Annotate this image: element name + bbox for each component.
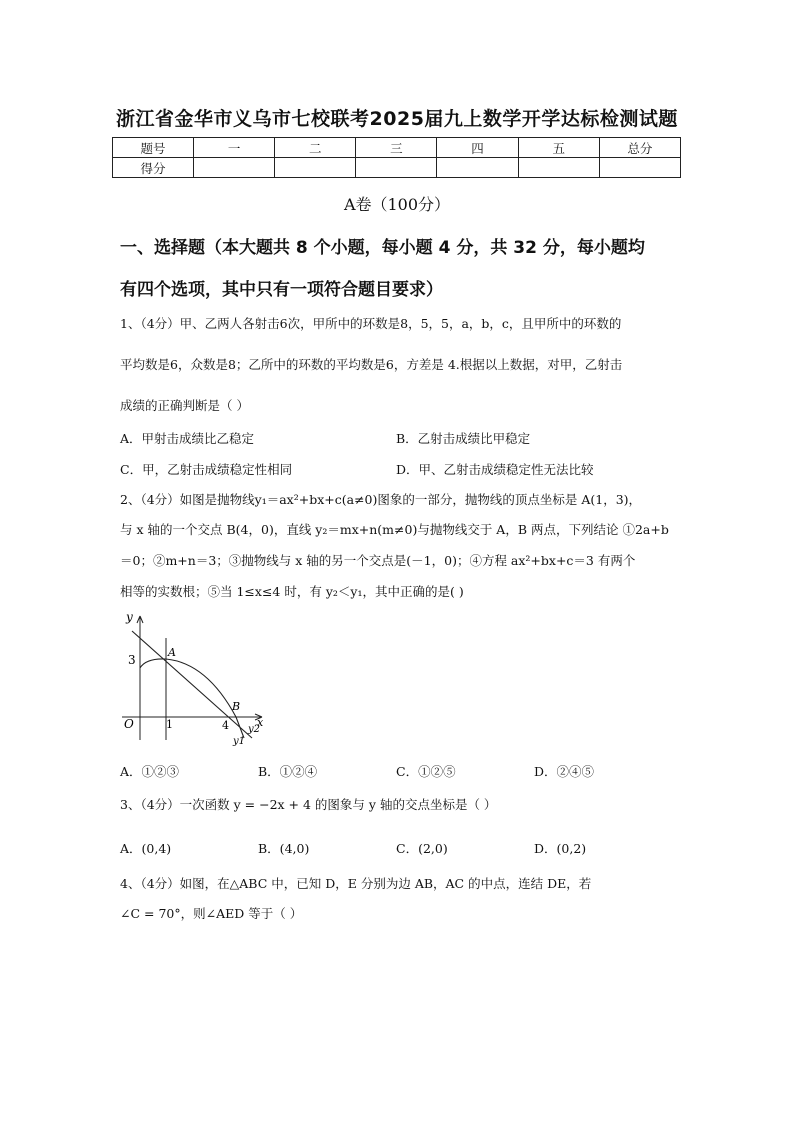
table-cell[interactable]	[437, 158, 518, 178]
question-2-option-a[interactable]: A．①②③	[120, 764, 180, 779]
question-2-line1: 2、（4分）如图是抛物线y₁＝ax²+bx+c(a≠0)图象的一部分，抛物线的顶点坐标是 A(1，3)，	[120, 492, 642, 507]
line-y2-label: y2	[248, 724, 261, 735]
table-row	[113, 158, 681, 178]
point-a-label: A	[168, 646, 176, 659]
question-1-line1: 1、（4分）甲、乙两人各射击6次，甲所中的环数是8，5，5，a，b，c，且甲所中的环数的	[120, 316, 622, 331]
question-3-option-a[interactable]: A．(0,4)	[120, 841, 172, 856]
point-b-label: B	[232, 700, 241, 713]
line-y1-label: y1	[233, 736, 246, 747]
question-4-line2: ∠C = 70°，则∠AED 等于（ ）	[120, 906, 303, 921]
part-heading-line2: 有四个选项，其中只有一项符合题目要求）	[120, 280, 443, 300]
table-cell[interactable]	[518, 158, 599, 178]
question-3-option-c[interactable]: C．(2,0)	[396, 841, 448, 856]
page-title: 浙江省金华市义乌市七校联考2025届九上数学开学达标检测试题	[116, 108, 678, 130]
table-cell[interactable]	[194, 158, 275, 178]
question-1-line2: 平均数是6，众数是8；乙所中的环数的平均数是6，方差是 4.根据以上数据，对甲，乙射击	[120, 357, 623, 372]
table-cell[interactable]	[599, 158, 680, 178]
table-cell: 三	[356, 138, 437, 158]
score-table	[112, 137, 681, 178]
question-3-line1: 3、（4分）一次函数 y = −2x + 4 的图象与 y 轴的交点坐标是（ ）	[120, 797, 497, 812]
part-heading-line1: 一、选择题（本大题共 8 个小题，每小题 4 分，共 32 分，每小题均	[120, 238, 645, 258]
table-row	[113, 138, 681, 158]
table-cell: 二	[275, 138, 356, 158]
parabola-figure	[112, 608, 272, 753]
question-2-line2: 与 x 轴的一个交点 B(4，0)，直线 y₂＝mx+n(m≠0)与抛物线交于 A，B 两点，下列结论 ①2a+b	[120, 522, 669, 537]
table-cell: 一	[194, 138, 275, 158]
question-2-option-c[interactable]: C．①②⑤	[396, 764, 456, 779]
question-2-option-d[interactable]: D．②④⑤	[534, 764, 595, 779]
question-1-option-d[interactable]: D．甲、乙射击成绩稳定性无法比较	[396, 462, 594, 477]
tick-label-1: 1	[166, 718, 173, 731]
table-cell: 得分	[113, 158, 194, 178]
table-cell[interactable]	[275, 158, 356, 178]
question-2-option-b[interactable]: B．①②④	[258, 764, 318, 779]
question-1-line3: 成绩的正确判断是（ ）	[120, 398, 249, 413]
table-cell: 总分	[599, 138, 680, 158]
question-1-option-b[interactable]: B．乙射击成绩比甲稳定	[396, 431, 531, 446]
question-3-option-d[interactable]: D．(0,2)	[534, 841, 587, 856]
question-1-option-c[interactable]: C．甲，乙射击成绩稳定性相同	[120, 462, 293, 477]
y-axis-label: y	[126, 610, 133, 624]
table-cell: 四	[437, 138, 518, 158]
tick-label-3: 3	[128, 653, 136, 667]
question-1-option-a[interactable]: A．甲射击成绩比乙稳定	[120, 431, 255, 446]
line-y2	[132, 631, 252, 738]
origin-label: O	[124, 717, 134, 731]
question-4-line1: 4、（4分）如图，在△ABC 中，已知 D，E 分别为边 AB，AC 的中点，连结 DE，若	[120, 876, 592, 891]
question-2-line3: ＝0；②m+n＝3；③抛物线与 x 轴的另一个交点是(－1，0)；④方程 ax²+bx+c＝3 有两个	[120, 553, 636, 568]
x-axis-label: x	[257, 716, 264, 729]
table-cell: 题号	[113, 138, 194, 158]
table-cell[interactable]	[356, 158, 437, 178]
tick-label-4: 4	[222, 719, 229, 732]
question-2-line4: 相等的实数根；⑤当 1≤x≤4 时，有 y₂＜y₁，其中正确的是( )	[120, 584, 464, 599]
section-heading: A卷（100分）	[343, 195, 451, 214]
table-cell: 五	[518, 138, 599, 158]
question-3-option-b[interactable]: B．(4,0)	[258, 841, 310, 856]
